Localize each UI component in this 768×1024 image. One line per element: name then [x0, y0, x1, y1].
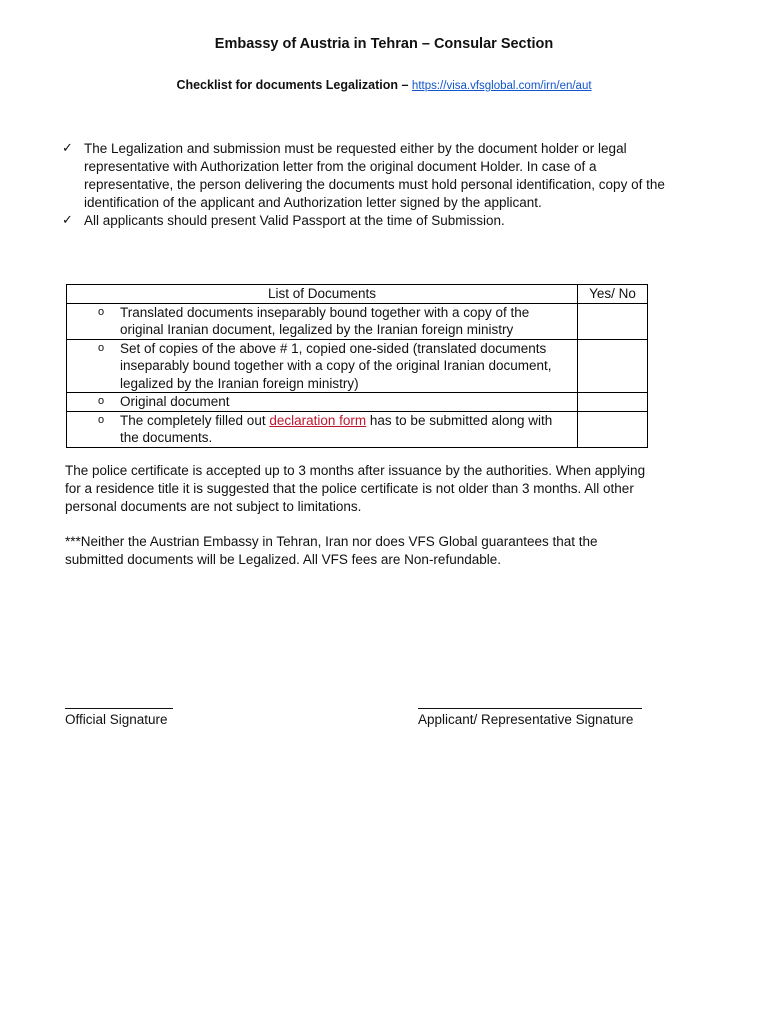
declaration-form-link[interactable]: declaration form [269, 412, 367, 428]
table-row [67, 393, 648, 412]
document-text: Original document [120, 394, 230, 409]
circle-bullet-icon: o [98, 395, 105, 407]
page-title: Embassy of Austria in Tehran – Consular Section [214, 36, 554, 52]
document-text: Set of copies of the above # 1, copied one-sided (translated documents inseparably bound together with a copy of the original Iranian document, legalized by the Iranian foreign ministry) [120, 340, 552, 391]
document-text-after: has to be submitted along with the documents. [120, 412, 553, 445]
requirements-list [62, 140, 682, 230]
yes-no-cell[interactable] [578, 411, 648, 447]
table-header-row [67, 285, 648, 304]
yes-no-header: Yes/ No [578, 285, 648, 304]
requirement-text: The Legalization and submission must be requested either by the document holder or legal representative with Authorization letter from the original document Holder. In case of a representative, the person delivering the documents must hold personal identification, copy of the identification of the applicant and Authorization letter signed by the applicant. [84, 141, 665, 210]
police-certificate-note: The police certificate is accepted up to 3 months after issuance by the authorities. When applying for a residence title it is suggested that the police certificate is not older than 3 months. All other personal documents are not subject to limitations. [65, 463, 646, 514]
applicant-signature-line [418, 698, 642, 709]
official-signature-line [65, 698, 173, 709]
table-row [67, 411, 648, 447]
requirement-item [62, 212, 682, 230]
document-cell [67, 411, 578, 447]
yes-no-cell[interactable] [578, 339, 648, 393]
vfs-website-link[interactable]: https://visa.vfsglobal.com/irn/en/aut [411, 80, 592, 92]
requirement-text: All applicants should present Valid Passport at the time of Submission. [84, 213, 505, 228]
document-text-before: The completely filled out [120, 412, 266, 428]
document-cell [67, 339, 578, 393]
document-cell [67, 393, 578, 412]
list-of-documents-header: List of Documents [67, 285, 578, 304]
page-subtitle [0, 78, 768, 92]
checkmark-icon: ✓ [62, 213, 73, 228]
circle-bullet-icon: o [98, 413, 105, 426]
yes-no-cell[interactable] [578, 303, 648, 339]
official-signature-label: Official Signature [65, 712, 168, 727]
document-text: Translated documents inseparably bound together with a copy of the original Iranian document, legalized by the Iranian foreign ministry [120, 304, 530, 337]
circle-bullet-icon: o [98, 341, 105, 354]
disclaimer-note: ***Neither the Austrian Embassy in Tehran, Iran nor does VFS Global guarantees that the submitted documents will be Legalized. All VFS fees are Non-refundable. [65, 534, 598, 567]
table-row [67, 339, 648, 393]
table-row [67, 303, 648, 339]
subtitle-label: Checklist for documents Legalization – [176, 78, 409, 92]
document-cell [67, 303, 578, 339]
circle-bullet-icon: o [98, 305, 105, 318]
yes-no-cell[interactable] [578, 393, 648, 412]
checkmark-icon: ✓ [62, 141, 73, 156]
documents-table [66, 284, 648, 448]
applicant-signature-label: Applicant/ Representative Signature [418, 712, 634, 727]
requirement-item [62, 140, 682, 212]
